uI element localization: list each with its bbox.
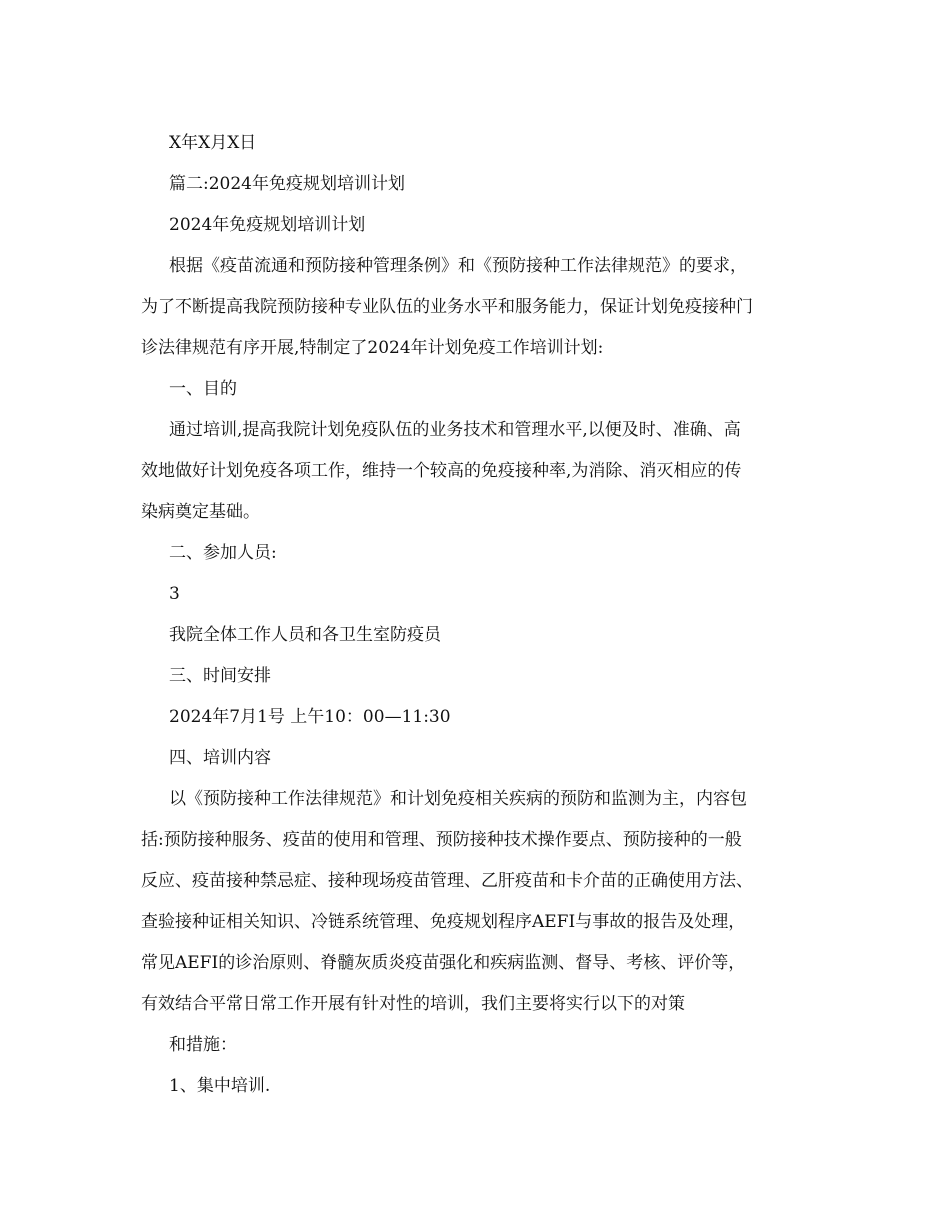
heading-content: 四、培训内容 <box>169 748 271 768</box>
paragraph-line: 为了不断提高我院预防接种专业队伍的业务水平和服务能力，保证计划免疫接种门 <box>141 297 753 317</box>
paragraph-line: 括:预防接种服务、疫苗的使用和管理、预防接种技术操作要点、预防接种的一般 <box>141 830 742 850</box>
paragraph-line: 诊法律规范有序开展,特制定了2024年计划免疫工作培训计划: <box>141 338 604 358</box>
paragraph-line: 效地做好计划免疫各项工作，维持一个较高的免疫接种率,为消除、消灭相应的传 <box>141 461 742 481</box>
paragraph-line: 根据《疫苗流通和预防接种管理条例》和《预防接种工作法律规范》的要求， <box>169 256 747 276</box>
paragraph-line: 有效结合平常日常工作开展有针对性的培训，我们主要将实行以下的对策 <box>141 994 685 1014</box>
schedule-time: 2024年7月1号 上午10：00—11:30 <box>169 707 451 727</box>
paragraph-line: 以《预防接种工作法律规范》和计划免疫相关疾病的预防和监测为主，内容包 <box>169 789 747 809</box>
section-heading: 篇二:2024年免疫规划培训计划 <box>169 174 405 194</box>
page-number: 3 <box>169 584 180 604</box>
paragraph-line: 反应、疫苗接种禁忌症、接种现场疫苗管理、乙肝疫苗和卡介苗的正确使用方法、 <box>141 871 753 891</box>
paragraph-line: 通过培训,提高我院计划免疫队伍的业务技术和管理水平,以便及时、准确、高 <box>169 420 741 440</box>
paragraph-line: 染病奠定基础。 <box>141 502 260 522</box>
paragraph-line: 查验接种证相关知识、冷链系统管理、免疫规划程序AEFI与事故的报告及处理， <box>141 912 746 932</box>
paragraph-line: 常见AEFI的诊治原则、脊髓灰质炎疫苗强化和疾病监测、督导、考核、评价等， <box>141 953 746 973</box>
list-item: 1、集中培训. <box>169 1076 271 1096</box>
document-title: 2024年免疫规划培训计划 <box>169 215 366 235</box>
heading-participants: 二、参加人员: <box>169 543 277 563</box>
paragraph-line: 和措施： <box>169 1035 237 1055</box>
paragraph-line: 我院全体工作人员和各卫生室防疫员 <box>169 625 441 645</box>
heading-purpose: 一、目的 <box>169 379 237 399</box>
heading-schedule: 三、时间安排 <box>169 666 271 686</box>
date-line: X年X月X日 <box>169 133 257 153</box>
